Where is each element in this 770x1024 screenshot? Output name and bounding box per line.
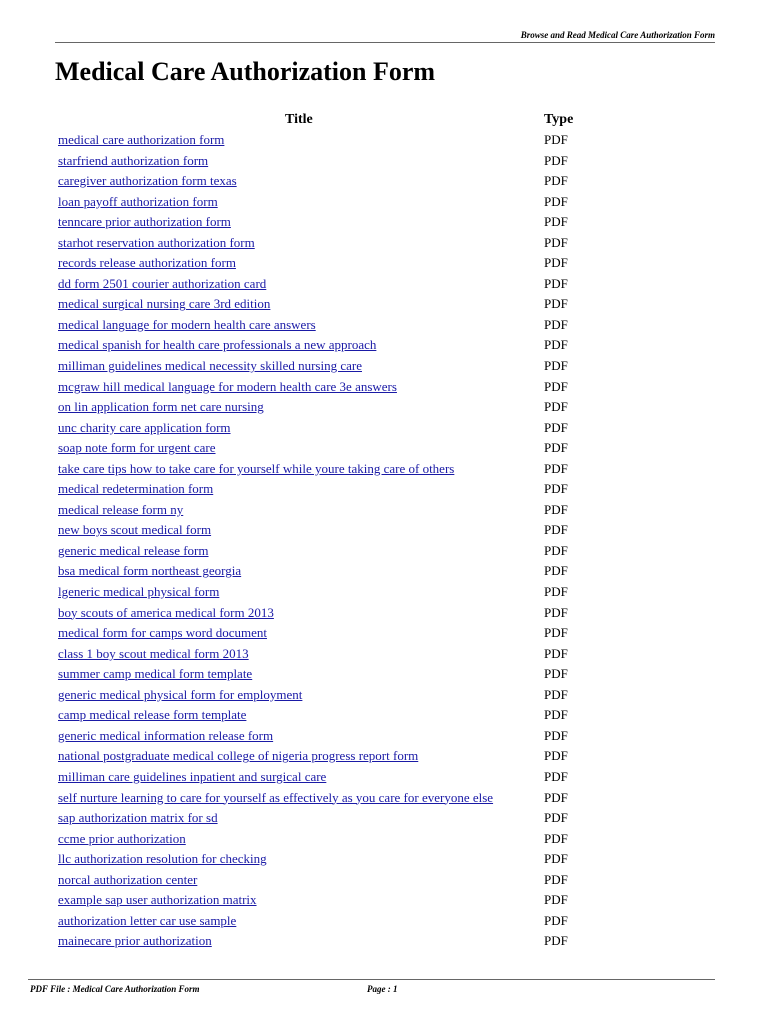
- document-title-link[interactable]: llc authorization resolution for checking: [58, 851, 267, 867]
- document-title-link[interactable]: medical release form ny: [58, 501, 184, 517]
- list-item: [58, 705, 598, 726]
- document-type-label: PDF: [544, 892, 568, 908]
- document-type-label: PDF: [544, 727, 568, 743]
- list-item: [58, 479, 598, 500]
- list-item: [58, 233, 598, 254]
- footer-divider: [28, 979, 715, 980]
- document-type-label: PDF: [544, 871, 568, 887]
- document-type-label: PDF: [544, 193, 568, 209]
- list-item: [58, 171, 598, 192]
- list-item: [58, 582, 598, 603]
- document-title-link[interactable]: medical form for camps word document: [58, 625, 268, 641]
- document-type-label: PDF: [544, 337, 568, 353]
- document-title-link[interactable]: starfriend authorization form: [58, 152, 209, 168]
- list-item: [58, 397, 598, 418]
- document-title-link[interactable]: mainecare prior authorization: [58, 933, 212, 949]
- list-item: [58, 541, 598, 562]
- list-item: [58, 849, 598, 870]
- list-item: [58, 151, 598, 172]
- document-type-label: PDF: [544, 173, 568, 189]
- document-type-label: PDF: [544, 686, 568, 702]
- list-item: [58, 931, 598, 952]
- document-title-link[interactable]: example sap user authorization matrix: [58, 892, 257, 908]
- list-item: [58, 788, 598, 809]
- column-header-type: Type: [544, 112, 574, 127]
- footer-file-label: PDF File : Medical Care Authorization Form: [30, 984, 200, 994]
- document-type-label: PDF: [544, 768, 568, 784]
- document-type-label: PDF: [544, 419, 568, 435]
- document-title-link[interactable]: generic medical release form: [58, 542, 209, 558]
- footer-page-number: Page : 1: [367, 984, 398, 994]
- list-item: [58, 438, 598, 459]
- document-type-label: PDF: [544, 132, 568, 147]
- list-item: [58, 335, 598, 356]
- list-item: [58, 130, 598, 151]
- document-title-link[interactable]: mcgraw hill medical language for modern health care 3e answers: [58, 378, 397, 394]
- document-type-label: PDF: [544, 830, 568, 846]
- document-title-link[interactable]: medical care authorization form: [58, 132, 225, 147]
- document-type-label: PDF: [544, 275, 568, 291]
- list-item: [58, 644, 598, 665]
- document-title-link[interactable]: boy scouts of america medical form 2013: [58, 604, 274, 620]
- document-title-link[interactable]: norcal authorization center: [58, 871, 198, 887]
- list-item: [58, 911, 598, 932]
- document-type-label: PDF: [544, 810, 568, 826]
- document-title-link[interactable]: tenncare prior authorization form: [58, 214, 231, 230]
- document-type-label: PDF: [544, 666, 568, 682]
- list-item: [58, 726, 598, 747]
- list-item: [58, 356, 598, 377]
- document-type-label: PDF: [544, 296, 568, 312]
- document-title-link[interactable]: medical surgical nursing care 3rd edition: [58, 296, 271, 312]
- document-title-link[interactable]: ccme prior authorization: [58, 830, 186, 846]
- document-type-label: PDF: [544, 584, 568, 600]
- document-title-link[interactable]: summer camp medical form template: [58, 666, 253, 682]
- list-item: [58, 459, 598, 480]
- document-title-link[interactable]: camp medical release form template: [58, 707, 247, 723]
- document-title-link[interactable]: medical language for modern health care answers: [58, 316, 316, 332]
- document-title-link[interactable]: take care tips how to take care for yourself while youre taking care of others: [58, 460, 455, 476]
- list-item: [58, 520, 598, 541]
- document-title-link[interactable]: self nurture learning to care for yourself as effectively as you care for everyone else: [58, 789, 494, 805]
- document-type-label: PDF: [544, 481, 568, 497]
- list-item: [58, 500, 598, 521]
- document-title-link[interactable]: caregiver authorization form texas: [58, 173, 237, 189]
- document-type-label: PDF: [544, 255, 568, 271]
- document-type-label: PDF: [544, 316, 568, 332]
- document-title-link[interactable]: bsa medical form northeast georgia: [58, 563, 242, 579]
- document-title-link[interactable]: milliman guidelines medical necessity skilled nursing care: [58, 358, 362, 374]
- document-title-link[interactable]: starhot reservation authorization form: [58, 234, 255, 250]
- list-item: [58, 808, 598, 829]
- list-item: [58, 253, 598, 274]
- list-item: [58, 212, 598, 233]
- page-title: Medical Care Authorization Form: [55, 57, 436, 86]
- document-type-label: PDF: [544, 625, 568, 641]
- document-type-label: PDF: [544, 214, 568, 230]
- running-header: Browse and Read Medical Care Authorization Form: [520, 30, 715, 40]
- document-type-label: PDF: [544, 152, 568, 168]
- document-type-label: PDF: [544, 358, 568, 374]
- list-item: [58, 192, 598, 213]
- document-title-link[interactable]: medical spanish for health care professionals a new approach: [58, 337, 377, 353]
- header-divider: [55, 42, 715, 43]
- document-list: [58, 130, 598, 952]
- list-item: [58, 664, 598, 685]
- document-title-link[interactable]: class 1 boy scout medical form 2013: [58, 645, 249, 661]
- list-item: [58, 315, 598, 336]
- document-type-label: PDF: [544, 440, 568, 456]
- list-item: [58, 418, 598, 439]
- document-title-link[interactable]: generic medical physical form for employment: [58, 686, 303, 702]
- document-title-link[interactable]: dd form 2501 courier authorization card: [58, 275, 267, 291]
- list-item: [58, 870, 598, 891]
- list-item: [58, 746, 598, 767]
- document-type-label: PDF: [544, 645, 568, 661]
- document-title-link[interactable]: records release authorization form: [58, 255, 236, 271]
- document-title-link[interactable]: national postgraduate medical college of nigeria progress report form: [58, 748, 419, 764]
- document-type-label: PDF: [544, 522, 568, 538]
- document-title-link[interactable]: loan payoff authorization form: [58, 193, 218, 209]
- list-item: [58, 603, 598, 624]
- document-title-link[interactable]: medical redetermination form: [58, 481, 214, 497]
- document-type-label: PDF: [544, 234, 568, 250]
- document-type-label: PDF: [544, 542, 568, 558]
- document-title-link[interactable]: generic medical information release form: [58, 727, 274, 743]
- document-title-link[interactable]: unc charity care application form: [58, 419, 231, 435]
- list-item: [58, 274, 598, 295]
- document-type-label: PDF: [544, 399, 568, 415]
- document-type-label: PDF: [544, 789, 568, 805]
- list-item: [58, 294, 598, 315]
- document-type-label: PDF: [544, 460, 568, 476]
- document-type-label: PDF: [544, 933, 568, 949]
- document-title-link[interactable]: authorization letter car use sample: [58, 912, 237, 928]
- document-title-link[interactable]: new boys scout medical form: [58, 522, 212, 538]
- document-type-label: PDF: [544, 851, 568, 867]
- list-item: [58, 829, 598, 850]
- list-item: [58, 685, 598, 706]
- document-title-link[interactable]: sap authorization matrix for sd: [58, 810, 218, 826]
- document-title-link[interactable]: milliman care guidelines inpatient and surgical care: [58, 768, 327, 784]
- column-header-title: Title: [285, 112, 313, 127]
- document-type-label: PDF: [544, 748, 568, 764]
- document-type-label: PDF: [544, 378, 568, 394]
- list-item: [58, 767, 598, 788]
- document-type-label: PDF: [544, 563, 568, 579]
- list-item: [58, 377, 598, 398]
- document-type-label: PDF: [544, 707, 568, 723]
- document-title-link[interactable]: on lin application form net care nursing: [58, 399, 264, 415]
- document-type-label: PDF: [544, 501, 568, 517]
- document-title-link[interactable]: soap note form for urgent care: [58, 440, 216, 456]
- document-title-link[interactable]: lgeneric medical physical form: [58, 584, 220, 600]
- list-item: [58, 890, 598, 911]
- list-item: [58, 561, 598, 582]
- list-item: [58, 623, 598, 644]
- document-type-label: PDF: [544, 912, 568, 928]
- document-type-label: PDF: [544, 604, 568, 620]
